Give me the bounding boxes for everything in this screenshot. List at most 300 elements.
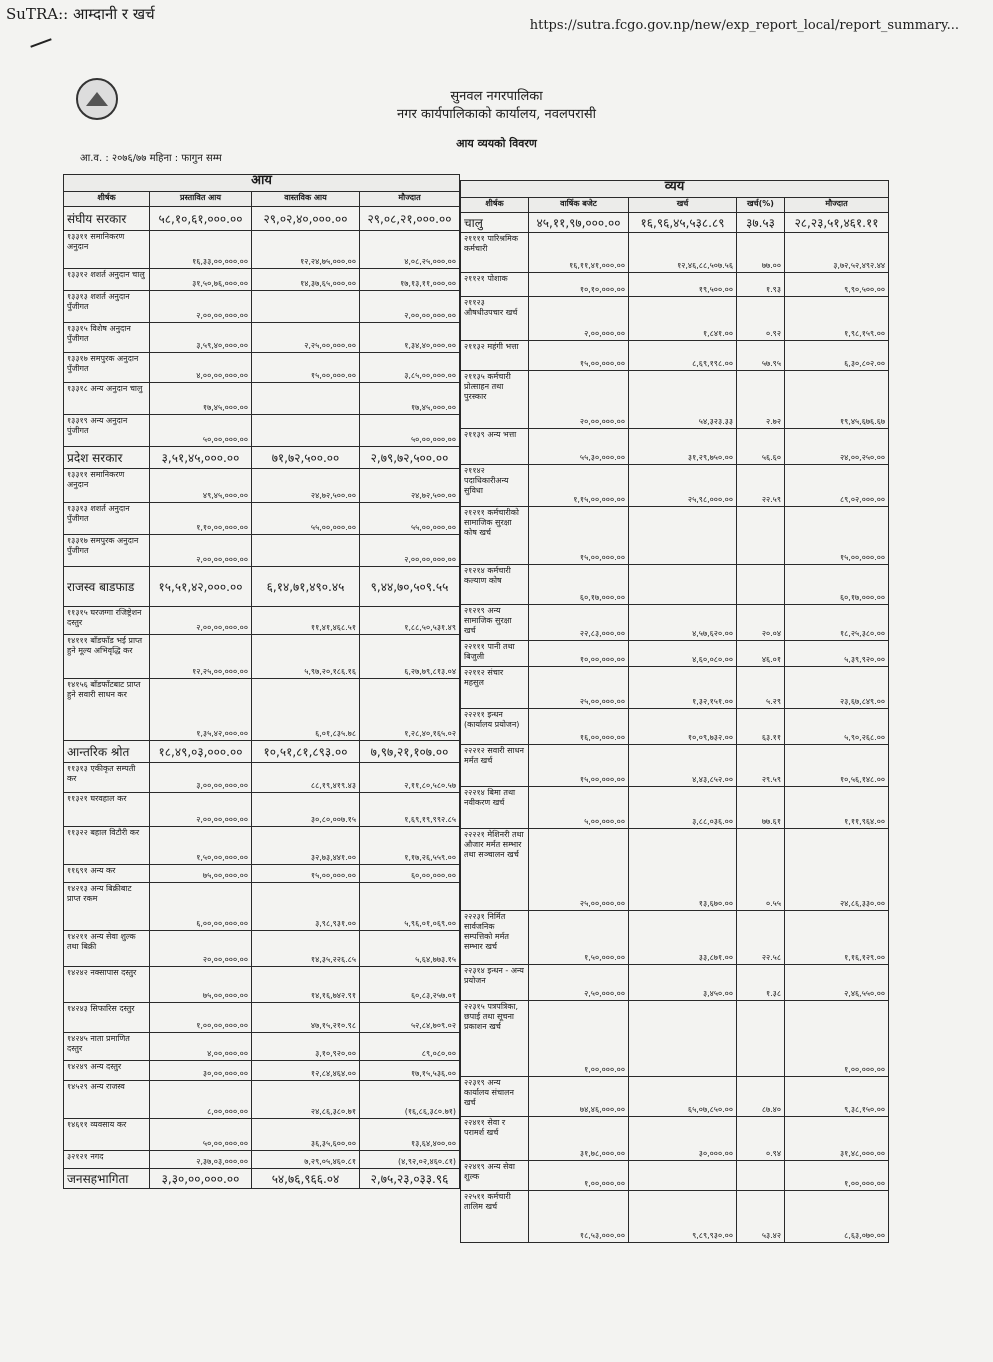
cell-title: १३३१७ समपुरक अनुदान पुँजीगत — [64, 353, 150, 383]
section-row — [64, 567, 460, 607]
cell-pct: ०.९२ — [737, 297, 785, 341]
table-row — [64, 607, 460, 635]
cell-title: २२३१९ अन्य कार्यालय संचालन खर्च — [461, 1077, 529, 1117]
cell-proposed: ६,००,००,०००.०० — [150, 883, 252, 931]
cell-budget: १,५०,०००.०० — [529, 911, 629, 965]
cell-actual: ६,१४,७१,४९०.४५ — [252, 567, 360, 607]
cell-proposed: ५०,००,०००.०० — [150, 1119, 252, 1151]
table-row — [461, 641, 889, 667]
table-row — [64, 291, 460, 323]
cell-pct: २.७२ — [737, 371, 785, 429]
cell-title: १३३१२ शशर्त अनुदान चालु — [64, 269, 150, 291]
document-title: आय व्ययको विवरण — [456, 137, 537, 150]
cell-actual: ३,१०,९२०.०० — [252, 1033, 360, 1061]
table-row — [64, 793, 460, 827]
table-row — [461, 965, 889, 1001]
cell-balance: १,००,०००.०० — [785, 1161, 889, 1191]
cell-pct: ५.२९ — [737, 667, 785, 709]
cell-spent: ३१,२९,७५०.०० — [629, 429, 737, 465]
cell-title: २२३१४ इन्धन - अन्य प्रयोजन — [461, 965, 529, 1001]
cell-title: १४२४९ अन्य दस्तुर — [64, 1061, 150, 1081]
cell-actual: ६,०१,८३५.७८ — [252, 679, 360, 741]
table-row — [64, 763, 460, 793]
cell-title: १४५२९ अन्य राजस्व — [64, 1081, 150, 1119]
cell-pct: ४६.०१ — [737, 641, 785, 667]
cell-title: २११४२ पदाधिकारीअन्य सुविधा — [461, 465, 529, 507]
cell-spent: १६,९६,४५,५३८.८९ — [629, 213, 737, 233]
cell-balance: १८,२५,३८०.०० — [785, 605, 889, 641]
cell-proposed: ८,००,०००.०० — [150, 1081, 252, 1119]
cell-balance: (४,९२,०२,४६०.८१) — [360, 1151, 460, 1169]
cell-title: २२४११ सेवा र परामर्श खर्च — [461, 1117, 529, 1161]
cell-budget: २,५०,०००.०० — [529, 965, 629, 1001]
cell-proposed: २,००,००,०००.०० — [150, 291, 252, 323]
cell-budget: ३१,७८,०००.०० — [529, 1117, 629, 1161]
cell-proposed: ४९,४५,०००.०० — [150, 469, 252, 503]
cell-proposed: ३,३०,००,०००.०० — [150, 1169, 252, 1189]
cell-budget: १६,११,४१,०००.०० — [529, 233, 629, 273]
table-row — [461, 787, 889, 829]
cell-budget: २०,००,०००.०० — [529, 371, 629, 429]
table-row — [64, 535, 460, 567]
org-name: सुनवल नगरपालिका — [450, 89, 543, 104]
cell-proposed: १,००,००,०००.०० — [150, 1003, 252, 1033]
cell-title: आन्तरिक श्रोत — [64, 741, 150, 763]
cell-balance: १,६९,१९,९९२.८५ — [360, 793, 460, 827]
cell-title: १३३१५ विशेष अनुदान पुँजीगत — [64, 323, 150, 353]
cell-budget: २,००,०००.०० — [529, 297, 629, 341]
cell-actual: ५५,००,०००.०० — [252, 503, 360, 535]
cell-balance: ९,९०,५००.०० — [785, 273, 889, 297]
org-office: नगर कार्यपालिकाको कार्यालय, नवलपरासी — [397, 107, 596, 122]
cell-actual: ७१,७२,५००.०० — [252, 447, 360, 469]
cell-title: १४२४५ नाता प्रमाणित दस्तुर — [64, 1033, 150, 1061]
cell-budget: १५,००,०००.०० — [529, 507, 629, 565]
cell-budget: १५,००,०००.०० — [529, 341, 629, 371]
cell-balance: १३,६४,४००.०० — [360, 1119, 460, 1151]
table-row — [461, 829, 889, 911]
cell-balance: १,११,९६४.०० — [785, 787, 889, 829]
cell-title: १३३१३ शशर्त अनुदान पुँजीगत — [64, 503, 150, 535]
cell-title: ११३२१ घरवहाल कर — [64, 793, 150, 827]
cell-actual: ३,९८,९३१.०० — [252, 883, 360, 931]
cell-balance: ९,३८,१५०.०० — [785, 1077, 889, 1117]
cell-actual: ३२,७३,४४१.०० — [252, 827, 360, 865]
cell-balance: ५५,००,०००.०० — [360, 503, 460, 535]
cell-actual: ११,४१,४६८.५१ — [252, 607, 360, 635]
table-row — [64, 383, 460, 415]
cell-title: ११३१५ घरजग्गा रजिष्ट्रेशन दस्तुर — [64, 607, 150, 635]
cell-balance: २९,०८,२१,०००.०० — [360, 207, 460, 231]
cell-pct: ५३.४२ — [737, 1191, 785, 1243]
cell-balance: २,७९,७२,५००.०० — [360, 447, 460, 469]
cell-budget: १,१५,००,०००.०० — [529, 465, 629, 507]
cell-balance: ५,९०,२६८.०० — [785, 709, 889, 745]
cell-spent: १२,४६,८८,५०७.५६ — [629, 233, 737, 273]
cell-proposed: ७५,००,०००.०० — [150, 865, 252, 883]
cell-title: १४२४२ नक्सापास दस्तुर — [64, 967, 150, 1003]
cell-spent: १९,५००.०० — [629, 273, 737, 297]
expense-header-pct: खर्च(%) — [737, 198, 785, 213]
table-row — [461, 341, 889, 371]
cell-title: १३३१७ समपुरक अनुदान पुँजीगत — [64, 535, 150, 567]
table-row — [461, 233, 889, 273]
income-header-proposed: प्रस्तावित आय — [150, 192, 252, 207]
cell-proposed: ५८,१०,६१,०००.०० — [150, 207, 252, 231]
cell-proposed: १२,२५,००,०००.०० — [150, 635, 252, 679]
cell-actual: ३०,८०,००७.१५ — [252, 793, 360, 827]
cell-balance: ३,८५,००,०००.०० — [360, 353, 460, 383]
cell-spent — [629, 507, 737, 565]
cell-proposed: २,००,००,०००.०० — [150, 793, 252, 827]
cell-balance: २,००,००,०००.०० — [360, 291, 460, 323]
cell-proposed: १,१०,००,०००.०० — [150, 503, 252, 535]
cell-spent: १,३२,१५१.०० — [629, 667, 737, 709]
cell-actual: २,२५,००,०००.०० — [252, 323, 360, 353]
cell-proposed: १६,३३,००,०००.०० — [150, 231, 252, 269]
table-row — [461, 371, 889, 429]
cell-balance: ५,६४,७७३.१५ — [360, 931, 460, 967]
cell-budget: २५,००,०००.०० — [529, 667, 629, 709]
cell-actual: २४,८६,३८०.७१ — [252, 1081, 360, 1119]
cell-spent: ४,५७,६२०.०० — [629, 605, 737, 641]
cell-budget: ४५,११,९७,०००.०० — [529, 213, 629, 233]
cell-title: २१२१९ अन्य सामाजिक सुरक्षा खर्च — [461, 605, 529, 641]
cell-balance: ५,३९,९२०.०० — [785, 641, 889, 667]
cell-balance: ३,७२,५२,४९२.४४ — [785, 233, 889, 273]
cell-pct: ७७.६१ — [737, 787, 785, 829]
cell-proposed: ३१,५०,७६,०००.०० — [150, 269, 252, 291]
cell-title: ११६९१ अन्य कर — [64, 865, 150, 883]
cell-balance: १५,००,०००.०० — [785, 507, 889, 565]
cell-pct: ३७.५३ — [737, 213, 785, 233]
cell-proposed: ३,००,००,०००.०० — [150, 763, 252, 793]
cell-balance: १,८८,५०,५३१.४९ — [360, 607, 460, 635]
cell-actual: १४,३५,२२६.८५ — [252, 931, 360, 967]
cell-title: २२४१९ अन्य सेवा शुल्क — [461, 1161, 529, 1191]
cell-balance: ५२,८४,७०९.०२ — [360, 1003, 460, 1033]
cell-budget: १,००,०००.०० — [529, 1161, 629, 1191]
cell-pct: २९.५९ — [737, 745, 785, 787]
cell-budget: १५,००,०००.०० — [529, 745, 629, 787]
table-row — [64, 931, 460, 967]
cell-title: १३३११ समानिकरण अनुदान — [64, 469, 150, 503]
table-row — [64, 1061, 460, 1081]
cell-title: १४२४३ सिफारिस दस्तुर — [64, 1003, 150, 1033]
cell-title: प्रदेश सरकार — [64, 447, 150, 469]
cell-title: संघीय सरकार — [64, 207, 150, 231]
cell-actual: २४,७२,५००.०० — [252, 469, 360, 503]
cell-balance: १,२८,४०,१६५.०२ — [360, 679, 460, 741]
cell-pct: २२.५८ — [737, 911, 785, 965]
income-caption: आय — [64, 175, 460, 192]
cell-spent: ४,६०,०८०.०० — [629, 641, 737, 667]
table-row — [64, 679, 460, 741]
cell-proposed: १८,४९,०३,०००.०० — [150, 741, 252, 763]
cell-spent: २५,९८,०००.०० — [629, 465, 737, 507]
cell-actual: १२,२४,७५,०००.०० — [252, 231, 360, 269]
cell-balance: १०,५६,१४८.०० — [785, 745, 889, 787]
cell-balance: ७,९७,२१,१०७.०० — [360, 741, 460, 763]
table-row — [461, 565, 889, 605]
cell-proposed: ५०,००,०००.०० — [150, 415, 252, 447]
cell-proposed: ७५,००,०००.०० — [150, 967, 252, 1003]
cell-proposed: २,००,००,०००.०० — [150, 607, 252, 635]
table-row — [64, 1003, 460, 1033]
cell-actual — [252, 535, 360, 567]
cell-spent: ३०,०००.०० — [629, 1117, 737, 1161]
cell-balance: १७,१३,११,०००.०० — [360, 269, 460, 291]
cell-spent: १०,०९,७३२.०० — [629, 709, 737, 745]
table-row — [461, 273, 889, 297]
cell-budget: ७४,४६,०००.०० — [529, 1077, 629, 1117]
table-row — [64, 635, 460, 679]
cell-title: चालु — [461, 213, 529, 233]
cell-pct: ०.९४ — [737, 1117, 785, 1161]
income-header-actual: वास्तविक आय — [252, 192, 360, 207]
cell-balance: २३,६७,८४९.०० — [785, 667, 889, 709]
table-row — [461, 429, 889, 465]
cell-title: २११११ पारिश्रमिक कर्मचारी — [461, 233, 529, 273]
cell-balance: ५०,००,०००.०० — [360, 415, 460, 447]
cell-pct — [737, 507, 785, 565]
cell-proposed: २,००,००,०००.०० — [150, 535, 252, 567]
cell-spent: ५४,३२३.३३ — [629, 371, 737, 429]
cell-spent: ३,४५०.०० — [629, 965, 737, 1001]
table-row — [461, 1077, 889, 1117]
cell-pct — [737, 1001, 785, 1077]
section-row — [461, 213, 889, 233]
cell-pct — [737, 565, 785, 605]
cell-budget: १,००,०००.०० — [529, 1001, 629, 1077]
pen-mark — [30, 38, 51, 47]
cell-title: २११३२ महंगी भत्ता — [461, 341, 529, 371]
cell-budget: १८,५३,०००.०० — [529, 1191, 629, 1243]
cell-budget: २२,८३,०००.०० — [529, 605, 629, 641]
cell-actual: ५४,७६,९६६.०४ — [252, 1169, 360, 1189]
cell-actual: १४,१६,७४२.९१ — [252, 967, 360, 1003]
table-row — [64, 323, 460, 353]
cell-title: २११३५ कर्मचारी प्रोत्साहन तथा पुरस्कार — [461, 371, 529, 429]
income-header-balance: मौज्दात — [360, 192, 460, 207]
cell-pct: १.३८ — [737, 965, 785, 1001]
cell-budget: १०,००,०००.०० — [529, 641, 629, 667]
expense-caption: व्यय — [461, 181, 889, 198]
cell-title: राजस्व बाडफाड — [64, 567, 150, 607]
table-row — [461, 297, 889, 341]
cell-title: ११३१३ एकीकृत सम्पती कर — [64, 763, 150, 793]
cell-title: २१२११ कर्मचारीको सामाजिक सुरक्षा कोष खर्च — [461, 507, 529, 565]
cell-proposed: ४,००,००,०००.०० — [150, 353, 252, 383]
cell-title: २२२३१ निर्मित सार्वजनिक सम्पत्तिको मर्मत सम्भार खर्च — [461, 911, 529, 965]
cell-balance: २,००,००,०००.०० — [360, 535, 460, 567]
cell-balance: ८९,०८०.०० — [360, 1033, 460, 1061]
cell-balance: (१६,८६,३८०.७१) — [360, 1081, 460, 1119]
cell-title: ११३२२ बहाल विटौरी कर — [64, 827, 150, 865]
cell-title: २२२२१ मेशिनरी तथा औजार मर्मत सम्भार तथा सञ्चालन खर्च — [461, 829, 529, 911]
cell-spent: ६५,०७,८५०.०० — [629, 1077, 737, 1117]
cell-pct: ६३.११ — [737, 709, 785, 745]
cell-title: २२११२ संचार महसुल — [461, 667, 529, 709]
section-row — [64, 207, 460, 231]
cell-title: २२५११ कर्मचारी तालिम खर्च — [461, 1191, 529, 1243]
cell-title: १३३१८ अन्य अनुदान चालु — [64, 383, 150, 415]
table-row — [64, 1151, 460, 1169]
cell-title: २११२१ पोशाक — [461, 273, 529, 297]
cell-spent: ९,८९,९३०.०० — [629, 1191, 737, 1243]
cell-title: १४२११ अन्य सेवा शुल्क तथा बिक्री — [64, 931, 150, 967]
expense-header-balance: मौज्दात — [785, 198, 889, 213]
expense-table — [460, 180, 889, 1243]
cell-pct: २२.५९ — [737, 465, 785, 507]
cell-balance: २४,००,२५०.०० — [785, 429, 889, 465]
table-row — [461, 605, 889, 641]
report-url[interactable]: https://sutra.fcgo.gov.np/new/exp_report_local/report_summary... — [529, 18, 959, 33]
cell-budget: ६०,१७,०००.०० — [529, 565, 629, 605]
cell-balance: ६,२७,७९,८१३.०४ — [360, 635, 460, 679]
cell-budget: २५,००,०००.०० — [529, 829, 629, 911]
table-row — [461, 667, 889, 709]
cell-title: २२३१५ पत्रपत्रिका, छपाई तथा सूचना प्रकाशन खर्च — [461, 1001, 529, 1077]
table-row — [461, 507, 889, 565]
cell-balance: २८,२३,५१,४६१.११ — [785, 213, 889, 233]
cell-pct: ५७.९५ — [737, 341, 785, 371]
cell-balance: २,४६,५५०.०० — [785, 965, 889, 1001]
cell-actual: ८८,१९,४१९.४३ — [252, 763, 360, 793]
table-row — [64, 353, 460, 383]
cell-balance: ६,३०,८०२.०० — [785, 341, 889, 371]
cell-balance: १,००,०००.०० — [785, 1001, 889, 1077]
cell-balance: ६०,००,०००.०० — [360, 865, 460, 883]
table-row — [64, 1081, 460, 1119]
cell-actual — [252, 383, 360, 415]
table-row — [461, 465, 889, 507]
cell-proposed: २,३७,०३,०००.०० — [150, 1151, 252, 1169]
cell-actual: १४,३७,६५,०००.०० — [252, 269, 360, 291]
cell-balance: २,११,८०,५८०.५७ — [360, 763, 460, 793]
table-row — [64, 269, 460, 291]
cell-spent: ८,६९,१९८.०० — [629, 341, 737, 371]
expense-header-title: शीर्षक — [461, 198, 529, 213]
expense-header-budget: वार्षिक बजेट — [529, 198, 629, 213]
cell-title: १३३१३ शशर्त अनुदान पुँजीगत — [64, 291, 150, 323]
cell-balance: ९,४४,७०,५०९.५५ — [360, 567, 460, 607]
section-row — [64, 447, 460, 469]
cell-spent: ३३,८७१.०० — [629, 911, 737, 965]
cell-actual: २९,०२,४०,०००.०० — [252, 207, 360, 231]
cell-pct: १.९३ — [737, 273, 785, 297]
cell-pct: ५६.६० — [737, 429, 785, 465]
cell-title: १३३११ समानिकरण अनुदान — [64, 231, 150, 269]
table-row — [461, 1161, 889, 1191]
cell-balance: ६०,८३,२५७.०१ — [360, 967, 460, 1003]
cell-proposed: १,३५,४२,०००.०० — [150, 679, 252, 741]
cell-balance: १७,१५,५३६.०० — [360, 1061, 460, 1081]
cell-pct: २०.०४ — [737, 605, 785, 641]
table-row — [64, 865, 460, 883]
income-header-title: शीर्षक — [64, 192, 150, 207]
cell-title: २२२११ इन्धन (कार्यालय प्रयोजन) — [461, 709, 529, 745]
cell-proposed: १७,४५,०००.०० — [150, 383, 252, 415]
cell-balance: १,३४,४०,०००.०० — [360, 323, 460, 353]
cell-title: १४१५६ बाँडफाँटबाट प्राप्त हुने सवारी साधन कर — [64, 679, 150, 741]
table-row — [64, 827, 460, 865]
cell-balance: ३१,४८,०००.०० — [785, 1117, 889, 1161]
cell-pct: ०.५५ — [737, 829, 785, 911]
table-row — [64, 883, 460, 931]
cell-title: २२२१२ सवारी साधन मर्मत खर्च — [461, 745, 529, 787]
table-row — [461, 1001, 889, 1077]
cell-title: जनसहभागिता — [64, 1169, 150, 1189]
cell-proposed: ३०,००,०००.०० — [150, 1061, 252, 1081]
cell-title: २२१११ पानी तथा बिजुली — [461, 641, 529, 667]
cell-actual: १०,५१,८१,८९३.०० — [252, 741, 360, 763]
cell-actual — [252, 291, 360, 323]
cell-title: २२२१४ बिमा तथा नवीकरण खर्च — [461, 787, 529, 829]
cell-title: ३२१२१ नगद — [64, 1151, 150, 1169]
cell-actual: ४७,१५,२१०.९८ — [252, 1003, 360, 1033]
cell-budget: १०,१०,०००.०० — [529, 273, 629, 297]
cell-balance: ४,०८,२५,०००.०० — [360, 231, 460, 269]
table-row — [461, 745, 889, 787]
cell-spent — [629, 565, 737, 605]
section-row — [64, 1169, 460, 1189]
cell-balance: ८,६३,०७०.०० — [785, 1191, 889, 1243]
table-row — [461, 709, 889, 745]
cell-spent: १,८४१.०० — [629, 297, 737, 341]
cell-balance: १९,४५,६७६.६७ — [785, 371, 889, 429]
cell-actual: ३६,३५,६००.०० — [252, 1119, 360, 1151]
cell-actual — [252, 415, 360, 447]
cell-balance: १७,४५,०००.०० — [360, 383, 460, 415]
cell-spent — [629, 1001, 737, 1077]
cell-proposed: ३,५१,४५,०००.०० — [150, 447, 252, 469]
cell-balance: २४,८६,३३०.०० — [785, 829, 889, 911]
table-row — [64, 503, 460, 535]
cell-pct: ८७.४० — [737, 1077, 785, 1117]
cell-title: १४२१३ अन्य बिक्रीबाट प्राप्त रकम — [64, 883, 150, 931]
cell-pct: ७७.०० — [737, 233, 785, 273]
cell-title: २१२१४ कर्मचारी कल्याण कोष — [461, 565, 529, 605]
cell-spent: १३,६७०.०० — [629, 829, 737, 911]
cell-proposed: १,५०,००,०००.०० — [150, 827, 252, 865]
cell-budget: ५५,३०,०००.०० — [529, 429, 629, 465]
cell-actual: १५,००,०००.०० — [252, 865, 360, 883]
cell-pct — [737, 1161, 785, 1191]
cell-balance: १,१७,२६,५५९.०० — [360, 827, 460, 865]
cell-proposed: २०,००,०००.०० — [150, 931, 252, 967]
expense-header-spent: खर्च — [629, 198, 737, 213]
cell-spent: ३,८८,०३६.०० — [629, 787, 737, 829]
cell-title: १३३१९ अन्य अनुदान पुंजीगत — [64, 415, 150, 447]
table-row — [461, 1117, 889, 1161]
cell-title: २११३९ अन्य भत्ता — [461, 429, 529, 465]
cell-actual: ५,९७,२०,१८६.१६ — [252, 635, 360, 679]
cell-balance: १,९८,१५९.०० — [785, 297, 889, 341]
cell-proposed: १५,५१,४२,०००.०० — [150, 567, 252, 607]
cell-title: २११२३ औषधीउपचार खर्च — [461, 297, 529, 341]
cell-balance: २,७५,२३,०३३.९६ — [360, 1169, 460, 1189]
cell-spent: ४,४३,८५२.०० — [629, 745, 737, 787]
app-header-title: SuTRA:: आम्दानी र खर्च — [6, 5, 155, 23]
cell-balance: ८९,०२,०००.०० — [785, 465, 889, 507]
fiscal-period: आ.व. : २०७६/७७ महिना : फागुन सम्म — [80, 153, 222, 164]
cell-title: १४१११ बाँडफाँड भई प्राप्त हुने मूल्य अभिवृद्धि कर — [64, 635, 150, 679]
table-row — [64, 1033, 460, 1061]
table-row — [64, 967, 460, 1003]
cell-balance: ५,९६,०१,०६९.०० — [360, 883, 460, 931]
table-row — [461, 911, 889, 965]
